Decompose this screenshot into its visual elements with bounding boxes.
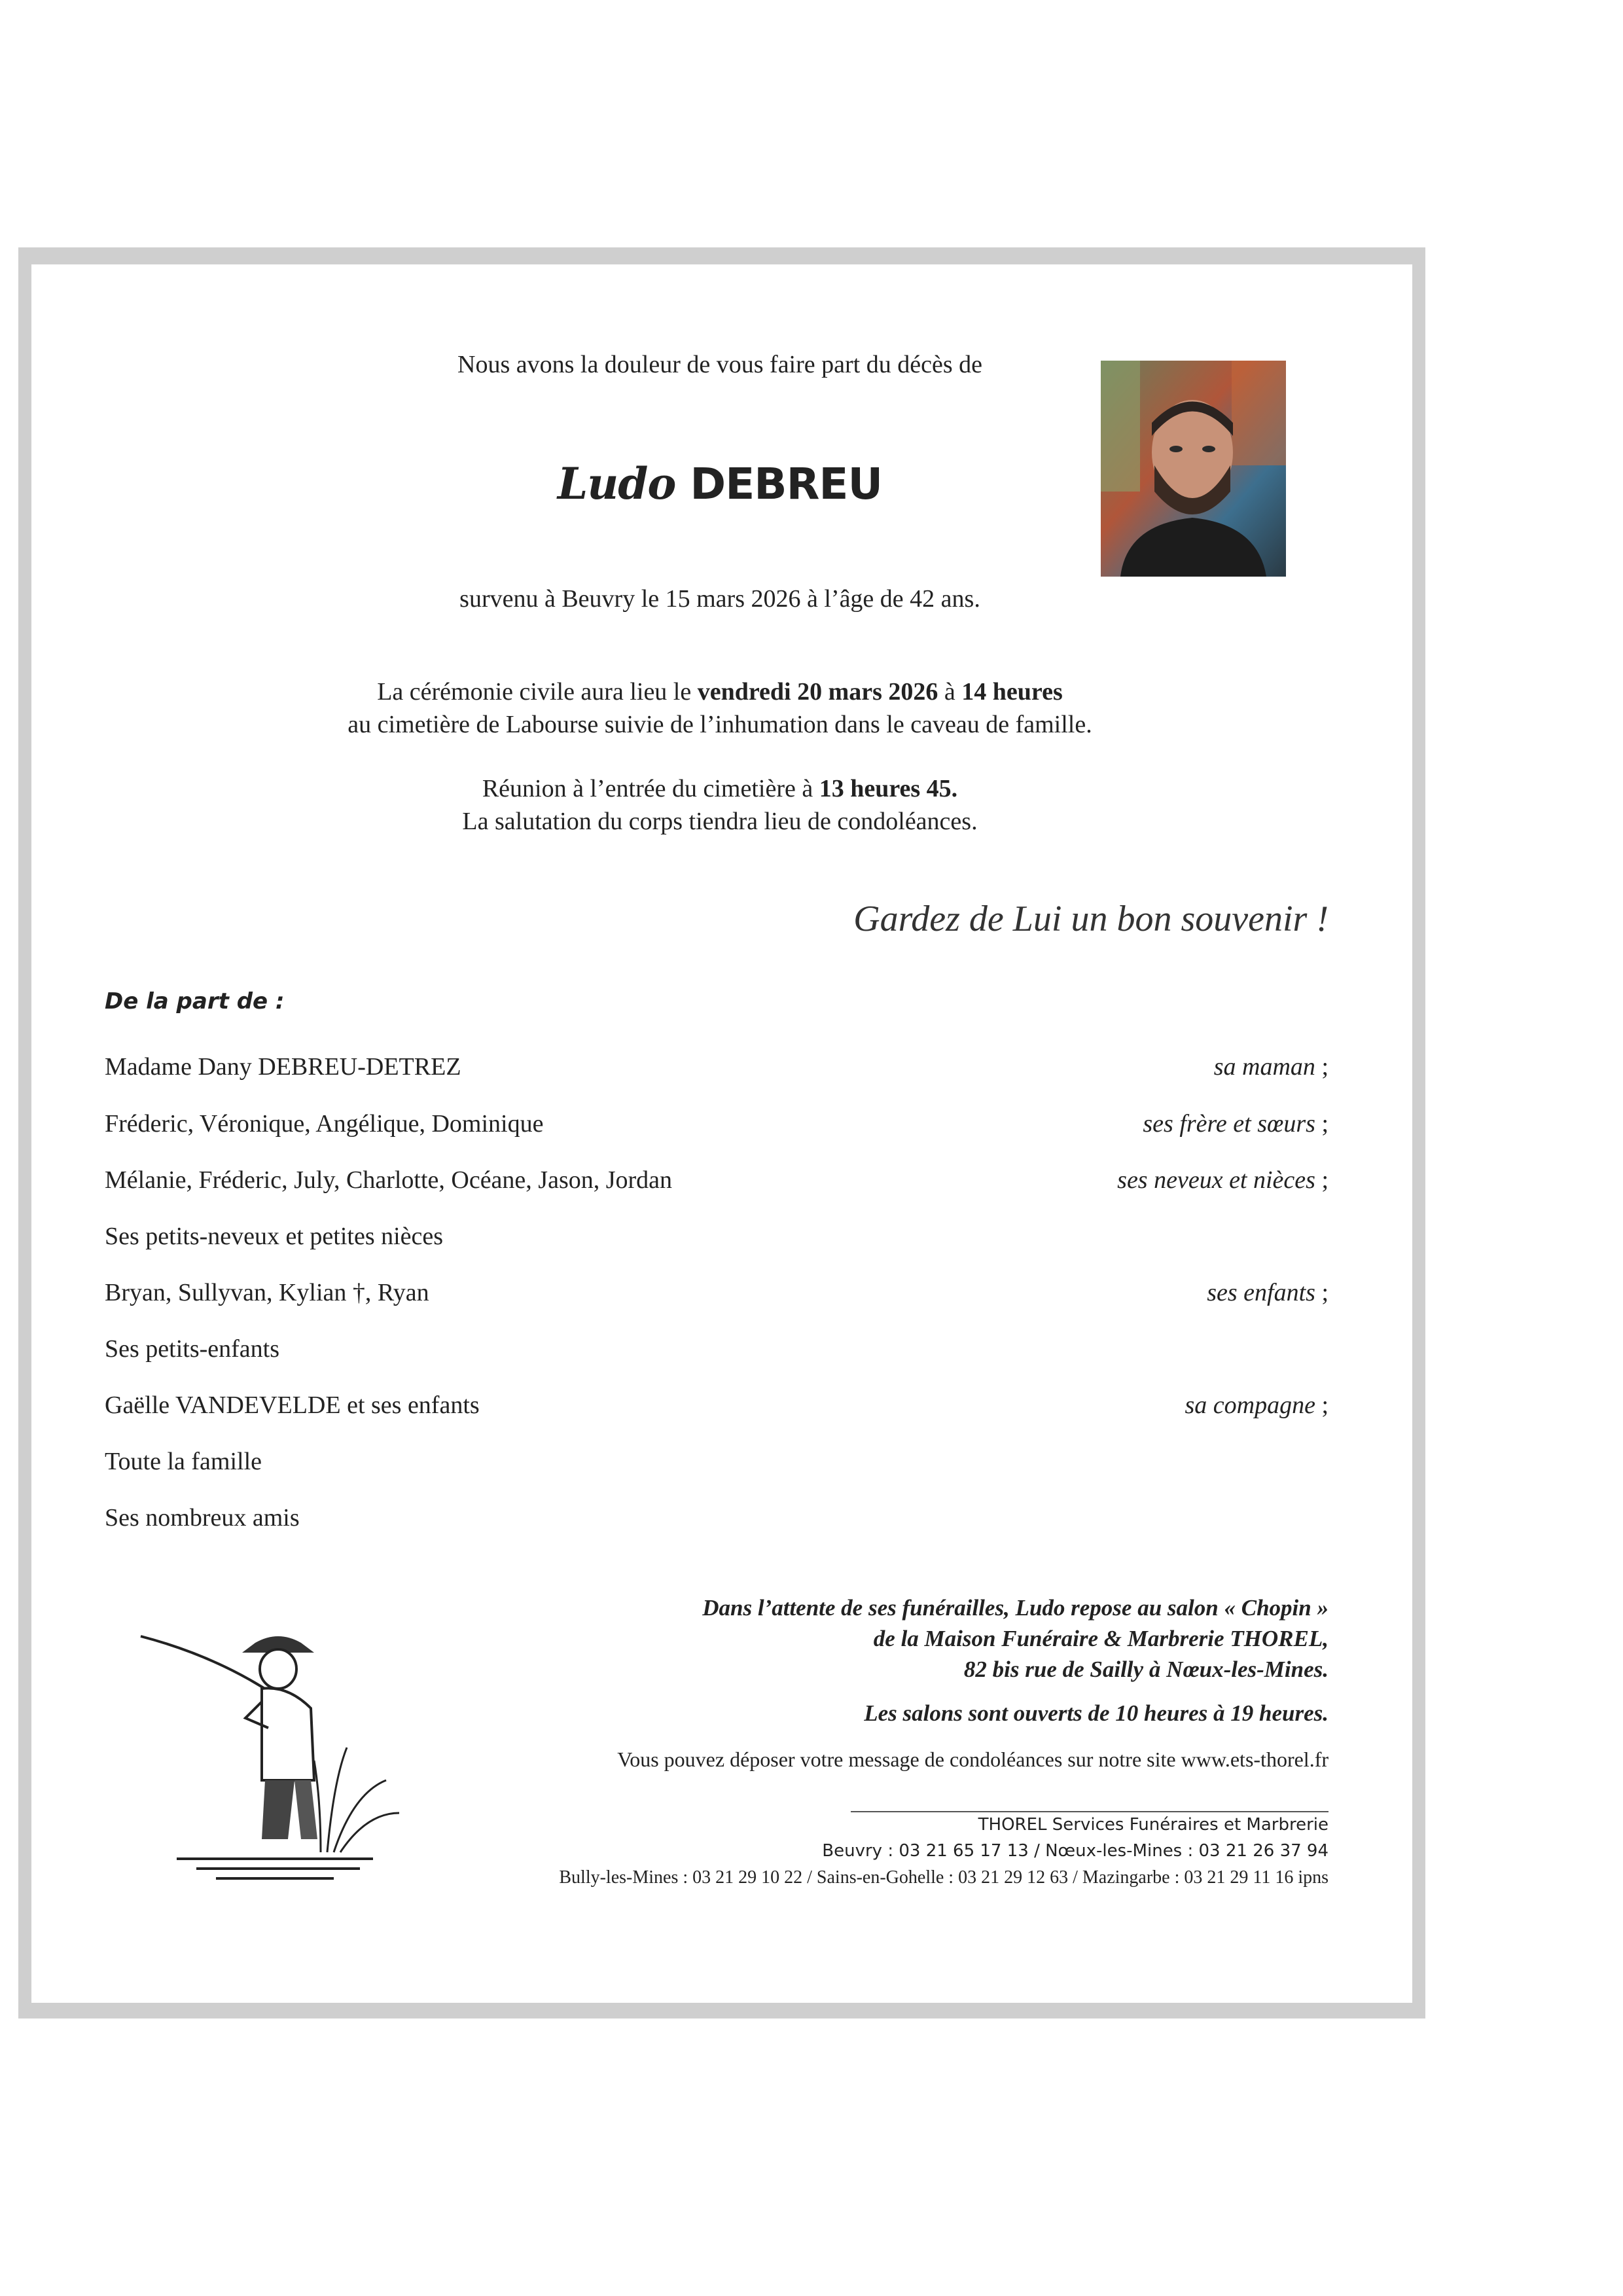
family-row: [105, 1222, 1329, 1261]
family-row: [105, 1447, 1329, 1486]
family-member: Toute la famille: [105, 1448, 262, 1475]
ceremony-line-1: [196, 677, 1243, 706]
footer-company: THOREL Services Funéraires et Marbrerie: [978, 1815, 1329, 1835]
family-relation: [1207, 1278, 1329, 1307]
family-relation-text: ses enfants: [1207, 1279, 1315, 1306]
deceased-last-name: DEBREU: [690, 459, 883, 509]
fisherman-illustration: [137, 1617, 406, 1892]
de-la-part-heading: De la part de :: [105, 988, 285, 1014]
deceased-name: [327, 458, 1113, 509]
footer-phones-2: Bully-les-Mines : 03 21 29 10 22 / Sains-en-Gohelle : 03 21 29 12 63 / Mazingarbe : 03 21 29 11 16 ipns: [559, 1867, 1329, 1888]
family-relation-sep: ;: [1315, 1053, 1329, 1081]
family-relation-text: ses neveux et nièces: [1117, 1166, 1315, 1194]
family-member: Gaëlle VANDEVELDE et ses enfants: [105, 1391, 480, 1419]
notice-line-1: Dans l’attente de ses funérailles, Ludo repose au salon « Chopin »: [702, 1595, 1329, 1621]
intro-line: Nous avons la douleur de vous faire part du décès de: [457, 351, 982, 378]
family-relation-text: sa compagne: [1185, 1391, 1315, 1419]
ceremony-line-2: au cimetière de Labourse suivie de l’inhumation dans le caveau de famille.: [348, 711, 1092, 738]
salon-hours: Les salons sont ouverts de 10 heures à 19 heures.: [864, 1700, 1329, 1726]
ceremony-text: La cérémonie civile aura lieu le: [377, 678, 698, 706]
memorial-quote: Gardez de Lui un bon souvenir !: [853, 899, 1329, 939]
family-member: Madame Dany DEBREU-DETREZ: [105, 1053, 461, 1081]
death-details: survenu à Beuvry le 15 mars 2026 à l’âge de 42 ans.: [459, 585, 980, 613]
family-row: [105, 1335, 1329, 1374]
family-relation-sep: ;: [1315, 1391, 1329, 1419]
ceremony-date: vendredi 20 mars 2026: [697, 678, 938, 706]
family-member: Ses nombreux amis: [105, 1504, 300, 1532]
reunion-time: 13 heures 45.: [819, 775, 958, 802]
family-relation-sep: ;: [1315, 1166, 1329, 1194]
notice-line-2: de la Maison Funéraire & Marbrerie THOREL,: [873, 1626, 1329, 1651]
family-member: Bryan, Sullyvan, Kylian †, Ryan: [105, 1279, 429, 1306]
family-relation: [1214, 1052, 1329, 1081]
notice-line-3: 82 bis rue de Sailly à Nœux-les-Mines.: [963, 1657, 1329, 1682]
family-row: [105, 1109, 1329, 1149]
family-row: [105, 1278, 1329, 1318]
family-relation-text: sa maman: [1213, 1053, 1315, 1081]
family-member: Ses petits-enfants: [105, 1335, 280, 1363]
family-row: [105, 1052, 1329, 1092]
family-member: Fréderic, Véronique, Angélique, Dominique: [105, 1110, 544, 1138]
family-row: [105, 1166, 1329, 1205]
reunion-line-1: [196, 774, 1243, 803]
condolence-site-line: Vous pouvez déposer votre message de condoléances sur notre site www.ets-thorel.fr: [617, 1748, 1329, 1771]
family-relation: [1143, 1109, 1329, 1138]
family-member: Ses petits-neveux et petites nièces: [105, 1223, 444, 1250]
family-relation-sep: ;: [1315, 1110, 1329, 1138]
footer-divider: [851, 1811, 1329, 1812]
portrait-photo: [1101, 361, 1286, 577]
family-relation: [1185, 1391, 1329, 1420]
family-row: [105, 1391, 1329, 1430]
ceremony-time: 14 heures: [961, 678, 1063, 706]
deceased-first-name: Ludo: [557, 458, 676, 509]
family-relation: [1117, 1166, 1329, 1194]
reunion-line-2: La salutation du corps tiendra lieu de condoléances.: [462, 808, 978, 835]
portrait-image: [1101, 361, 1286, 577]
family-relation-sep: ;: [1315, 1279, 1329, 1306]
ceremony-text-mid: à: [938, 678, 962, 706]
family-member: Mélanie, Fréderic, July, Charlotte, Océane, Jason, Jordan: [105, 1166, 673, 1194]
family-row: [105, 1503, 1329, 1543]
reunion-text: Réunion à l’entrée du cimetière à: [482, 775, 819, 802]
family-relation-text: ses frère et sœurs: [1143, 1110, 1315, 1138]
footer-phones-1: Beuvry : 03 21 65 17 13 / Nœux-les-Mines : 03 21 26 37 94: [822, 1841, 1329, 1861]
